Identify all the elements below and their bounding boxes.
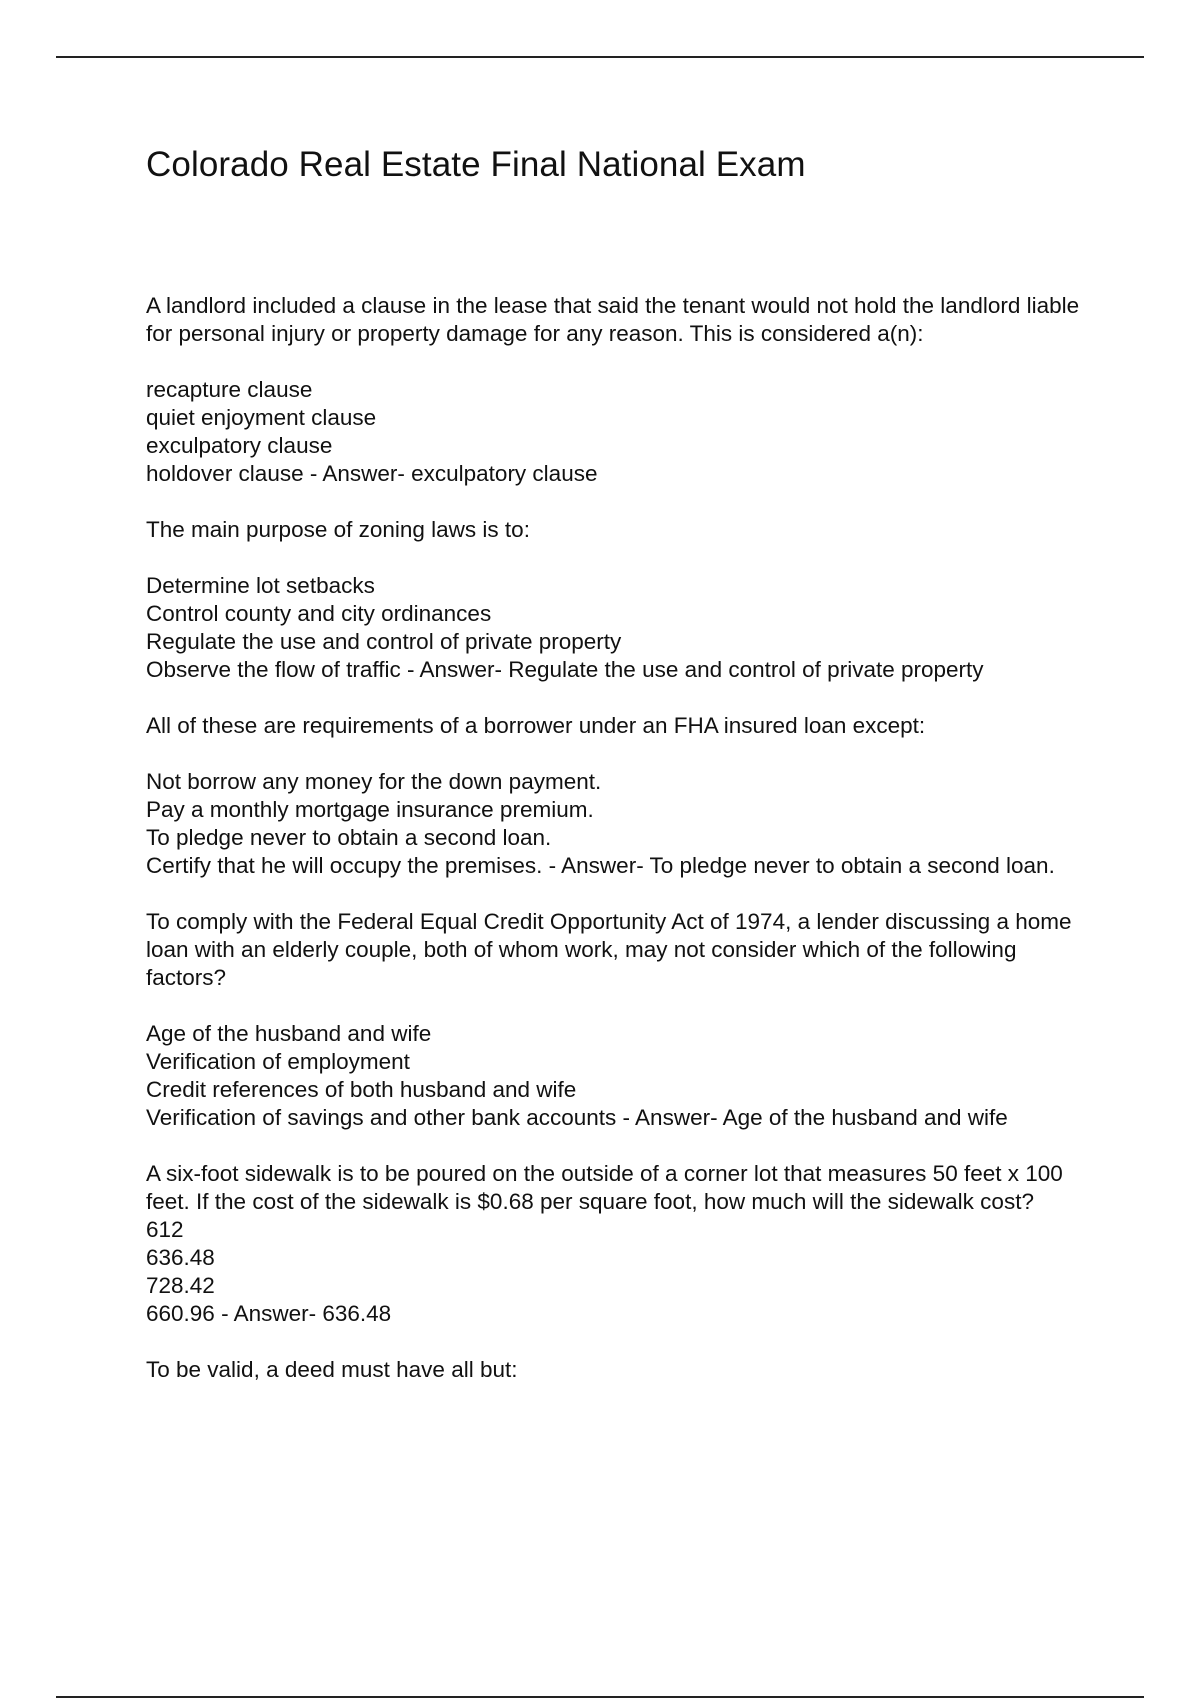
question-block-3: [146, 712, 1096, 880]
question-block-6: [146, 1356, 1096, 1384]
footer-rule: [56, 1696, 1144, 1698]
answer-option: 612: [146, 1217, 184, 1242]
question-text: All of these are requirements of a borrower under an FHA insured loan except:: [146, 713, 926, 738]
answer-option: Pay a monthly mortgage insurance premium.: [146, 797, 594, 822]
answer-option: 636.48: [146, 1245, 215, 1270]
document-page: [146, 142, 1096, 1412]
answer-option-with-answer: 660.96 - Answer- 636.48: [146, 1301, 392, 1326]
answer-option-with-answer: holdover clause - Answer- exculpatory clause: [146, 461, 598, 486]
question-block-4: [146, 908, 1096, 1132]
question-text: To be valid, a deed must have all but:: [146, 1357, 518, 1382]
answer-option: Determine lot setbacks: [146, 573, 375, 598]
answer-option-with-answer: Certify that he will occupy the premises. - Answer- To pledge never to obtain a second loan.: [146, 853, 1055, 878]
header-rule: [56, 56, 1144, 58]
question-block-1: [146, 292, 1096, 488]
answer-option: To pledge never to obtain a second loan.: [146, 825, 552, 850]
answer-option: Control county and city ordinances: [146, 601, 492, 626]
question-text: A landlord included a clause in the lease that said the tenant would not hold the landlord liable for personal injury or property damage for any reason. This is considered a(n):: [146, 293, 1080, 346]
answer-option: Regulate the use and control of private property: [146, 629, 622, 654]
answer-option-with-answer: Verification of savings and other bank accounts - Answer- Age of the husband and wife: [146, 1105, 1008, 1130]
question-list: [146, 292, 1096, 1384]
question-block-2: [146, 516, 1096, 684]
answer-option: 728.42: [146, 1273, 215, 1298]
answer-option-with-answer: Observe the flow of traffic - Answer- Regulate the use and control of private property: [146, 657, 984, 682]
question-text: To comply with the Federal Equal Credit Opportunity Act of 1974, a lender discussing a home loan with an elderly couple, both of whom work, may not consider which of the following factors?: [146, 909, 1072, 990]
answer-option: Not borrow any money for the down payment.: [146, 769, 602, 794]
answer-option: quiet enjoyment clause: [146, 405, 377, 430]
answer-option: Verification of employment: [146, 1049, 410, 1074]
answer-option: recapture clause: [146, 377, 313, 402]
answer-option: Credit references of both husband and wife: [146, 1077, 577, 1102]
question-text: A six-foot sidewalk is to be poured on the outside of a corner lot that measures 50 feet x 100 feet. If the cost of the sidewalk is $0.68 per square foot, how much will the sidewalk cost?: [146, 1161, 1063, 1214]
answer-option: Age of the husband and wife: [146, 1021, 432, 1046]
answer-option: exculpatory clause: [146, 433, 333, 458]
question-text: The main purpose of zoning laws is to:: [146, 517, 530, 542]
question-block-5: [146, 1160, 1096, 1328]
document-title: Colorado Real Estate Final National Exam: [146, 145, 806, 184]
